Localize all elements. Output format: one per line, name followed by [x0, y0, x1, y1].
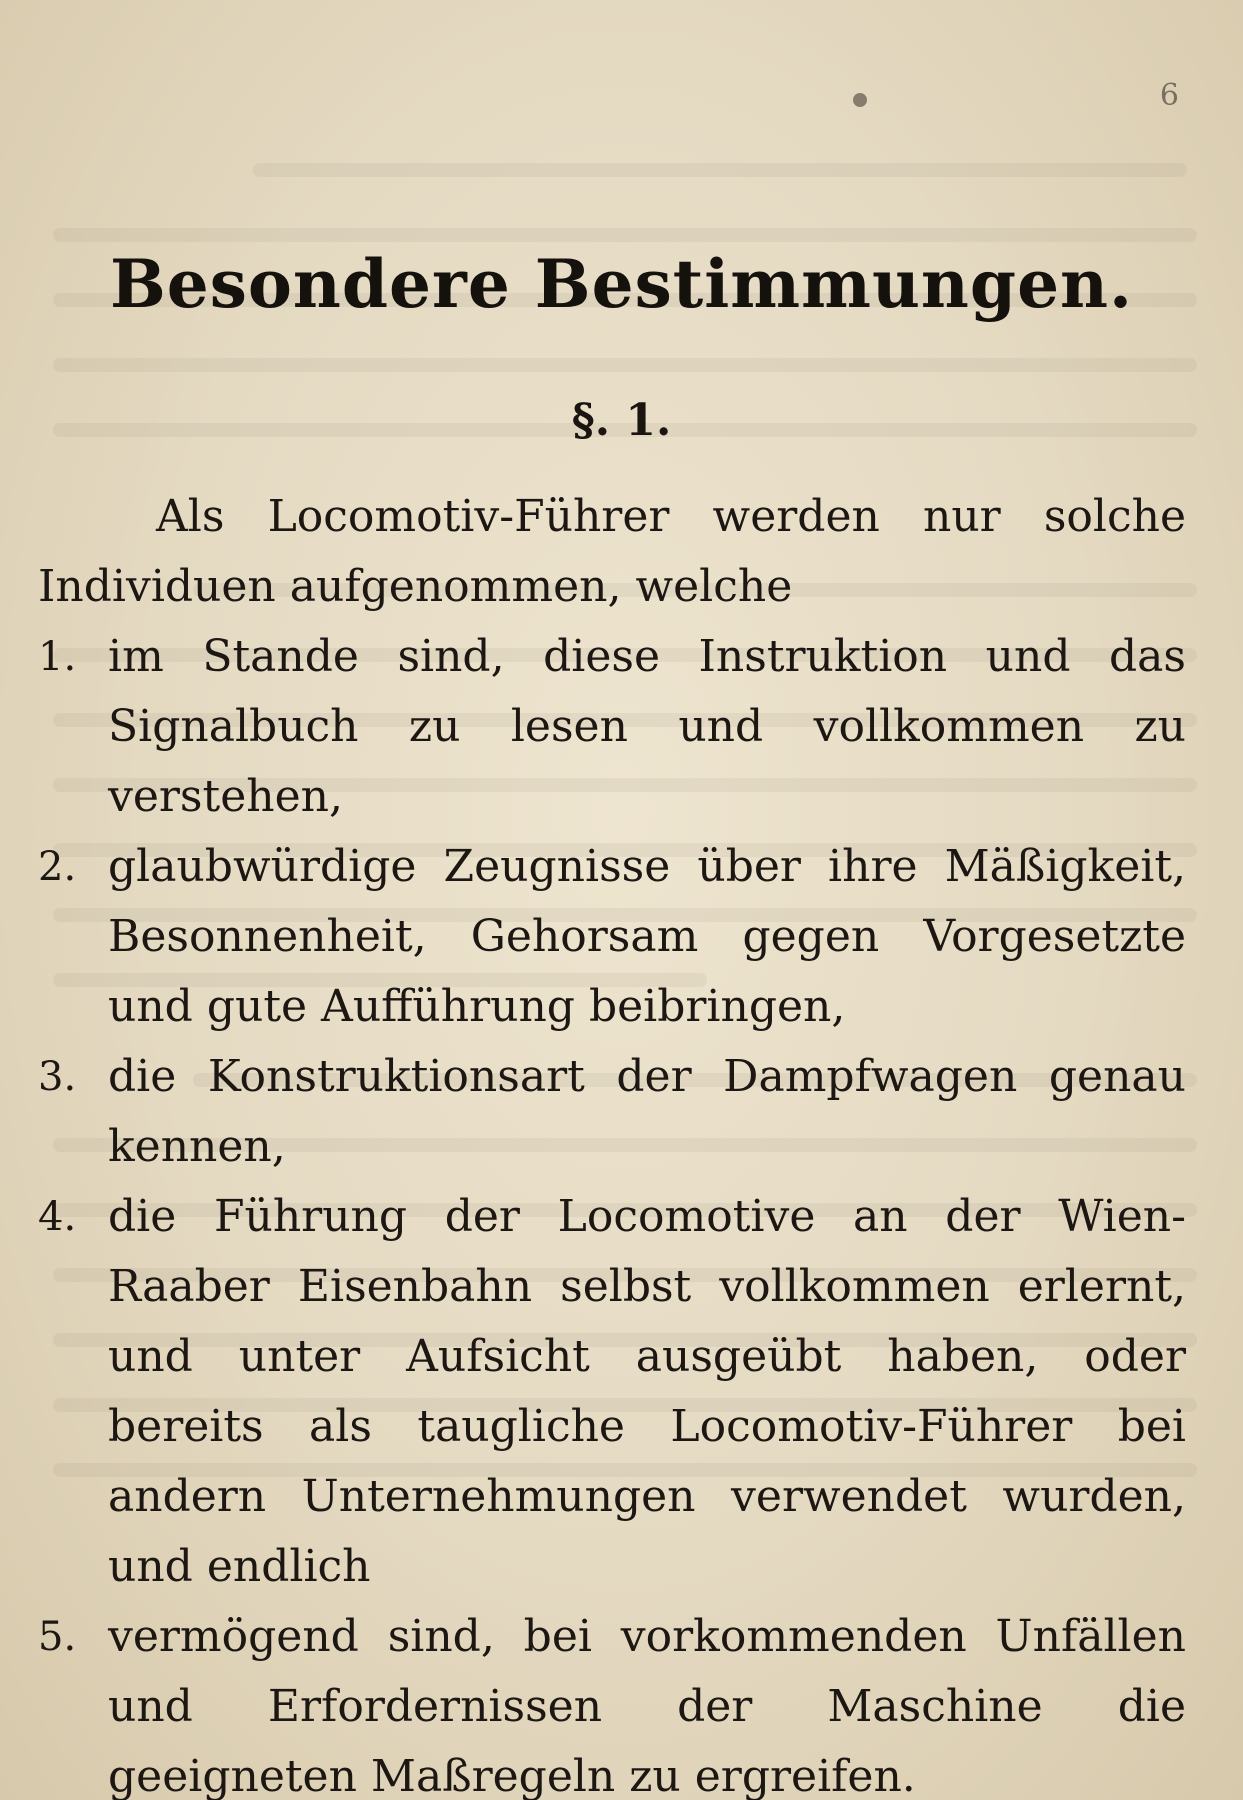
list-item-text: die Führung der Locomotive an der Wien-Raaber Eisenbahn selbst vollkommen erlernt, und unter Aufsicht ausgeübt haben, oder bereits als taugliche Locomotiv-Führer bei andern Unternehmungen verwendet wurden, und endlich — [108, 1191, 1186, 1592]
list-item-number: 2. — [38, 844, 77, 890]
body-text — [38, 482, 1186, 1800]
list-item-text: glaubwürdige Zeugnisse über ihre Mäßigkeit, Besonnenheit, Gehorsam gegen Vorgesetzte und gute Aufführung beibringen, — [108, 841, 1186, 1032]
list-item-number: 3. — [38, 1054, 77, 1100]
list-item — [38, 622, 1186, 832]
list-item — [38, 1182, 1186, 1602]
intro-paragraph: Als Locomotiv-Führer werden nur solche Individuen aufgenommen, welche — [38, 491, 1186, 612]
list-item-number: 1. — [38, 634, 77, 680]
list-item — [38, 1042, 1186, 1182]
page-title: Besondere Bestimmungen. — [109, 245, 1134, 323]
page-number: 6 — [1159, 78, 1179, 113]
list-item-number: 5. — [38, 1614, 77, 1660]
requirements-list — [38, 622, 1186, 1800]
list-item — [38, 1602, 1186, 1800]
list-item — [38, 832, 1186, 1042]
section-heading: §. 1. — [571, 395, 672, 446]
list-item-number: 4. — [38, 1194, 77, 1240]
list-item-text: im Stande sind, diese Instruktion und das Signalbuch zu lesen und vollkommen zu verstehen, — [108, 631, 1186, 822]
list-item-text: die Konstruktionsart der Dampfwagen genau kennen, — [108, 1051, 1186, 1172]
list-item-text: vermögend sind, bei vorkommenden Unfällen und Erfordernissen der Maschine die geeigneten Maßregeln zu ergreifen. — [108, 1611, 1186, 1800]
